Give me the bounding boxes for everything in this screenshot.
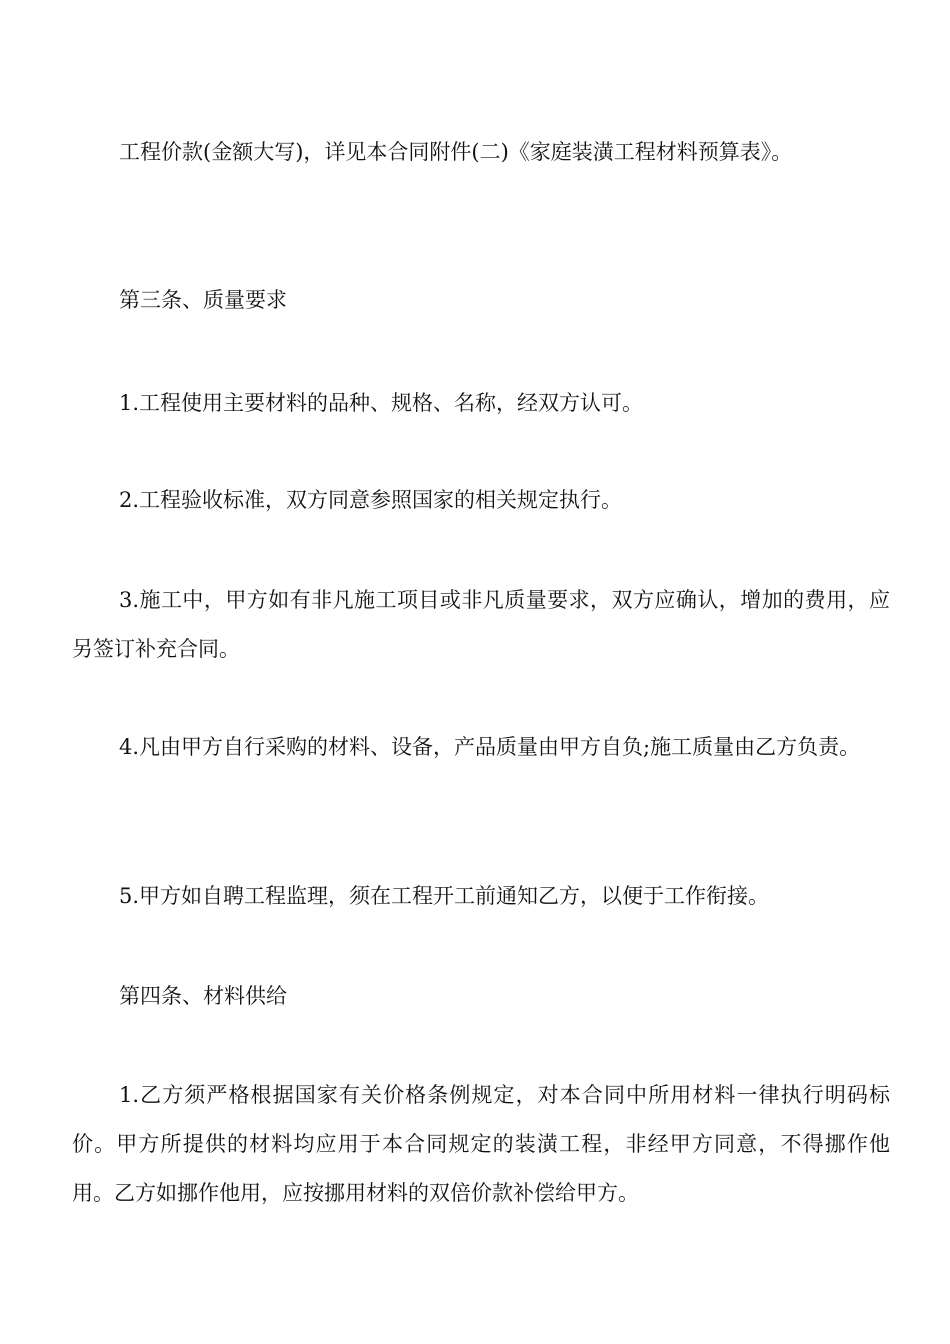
heading-article-4-materials: 第四条、材料供给 <box>119 984 287 1008</box>
paragraph-3-1: 1.工程使用主要材料的品种、规格、名称，经双方认可。 <box>119 391 644 415</box>
heading-article-3-quality: 第三条、质量要求 <box>119 288 287 312</box>
paragraph-4-1: 1.乙方须严格根据国家有关价格条例规定，对本合同中所用材料一律执行明码标价。甲方所提供的材料均应用于本合同规定的装潢工程，非经甲方同意，不得挪作他用。乙方如挪作他用，应按挪用材料的双倍价款补偿给甲方。 <box>72 1083 890 1205</box>
paragraph-3-5: 5.甲方如自聘工程监理，须在工程开工前通知乙方，以便于工作衔接。 <box>119 884 770 908</box>
paragraph-project-price: 工程价款(金额大写)，详见本合同附件(二)《家庭装潢工程材料预算表》。 <box>119 140 793 164</box>
paragraph-3-4: 4.凡由甲方自行采购的材料、设备，产品质量由甲方自负;施工质量由乙方负责。 <box>119 735 861 759</box>
paragraph-3-2: 2.工程验收标准，双方同意参照国家的相关规定执行。 <box>119 488 623 512</box>
paragraph-3-3: 3.施工中，甲方如有非凡施工项目或非凡质量要求，双方应确认，增加的费用，应另签订补充合同。 <box>72 588 890 661</box>
